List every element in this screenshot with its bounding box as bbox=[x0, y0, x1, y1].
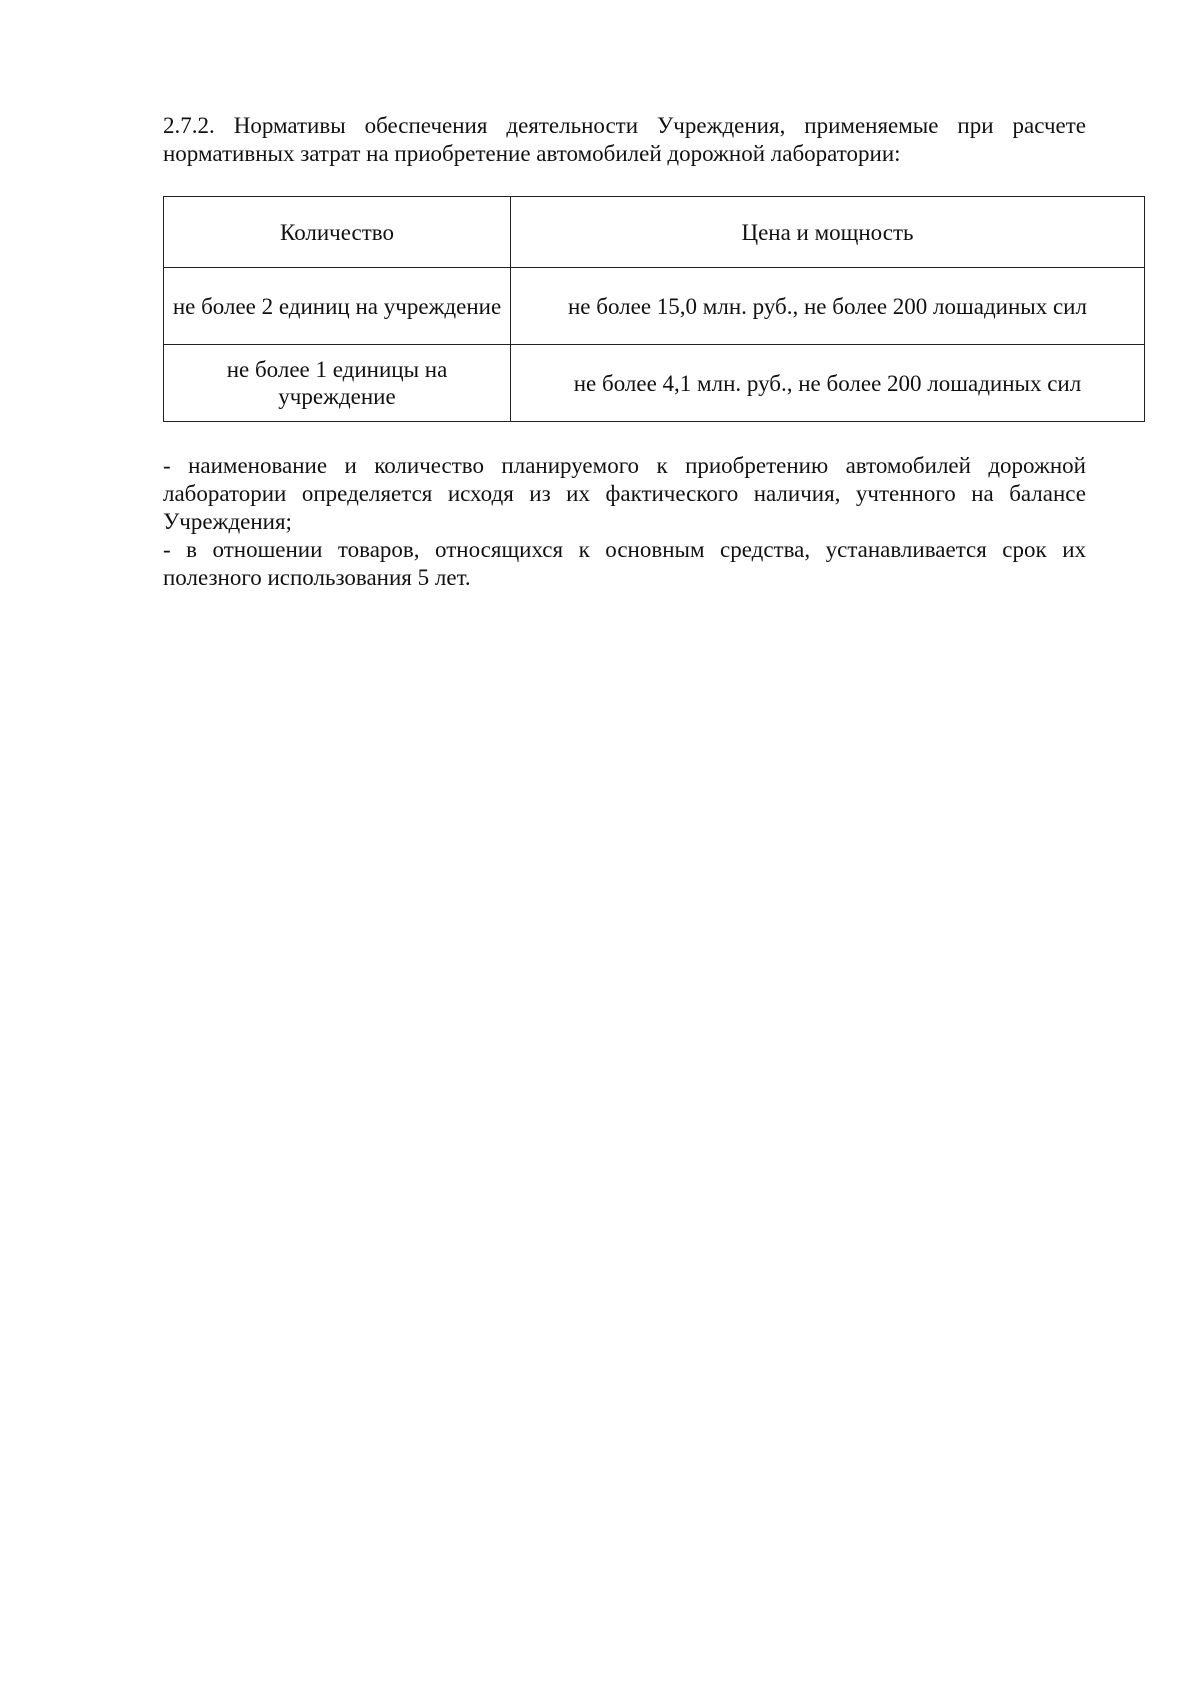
column-header-quantity: Количество bbox=[164, 197, 511, 268]
section-intro-line-2: нормативных затрат на приобретение автомобилей дорожной лаборатории: bbox=[163, 141, 901, 166]
table-row bbox=[164, 345, 1145, 422]
price-power-cell: не более 15,0 млн. руб., не более 200 лошадиных сил bbox=[511, 268, 1145, 345]
norms-table bbox=[163, 196, 1145, 422]
section-intro-line-1: 2.7.2. Нормативы обеспечения деятельности Учреждения, применяемые при расчете bbox=[163, 113, 1086, 138]
price-power-cell: не более 4,1 млн. руб., не более 200 лошадиных сил bbox=[511, 345, 1145, 422]
notes-list bbox=[163, 452, 1086, 592]
table-header-row bbox=[164, 197, 1145, 268]
quantity-cell: не более 2 единиц на учреждение bbox=[164, 268, 511, 345]
section-intro-paragraph bbox=[163, 112, 1086, 168]
note-item: - в отношении товаров, относящихся к основным средства, устанавливается срок их полезного использования 5 лет. bbox=[163, 537, 1086, 590]
note-item: - наименование и количество планируемого к приобретению автомобилей дорожной лаборатории определяется исходя из их фактического наличия, учтенного на балансе Учреждения; bbox=[163, 453, 1086, 534]
table-row bbox=[164, 268, 1145, 345]
quantity-cell: не более 1 единицы на учреждение bbox=[164, 345, 511, 422]
column-header-price-power: Цена и мощность bbox=[511, 197, 1145, 268]
